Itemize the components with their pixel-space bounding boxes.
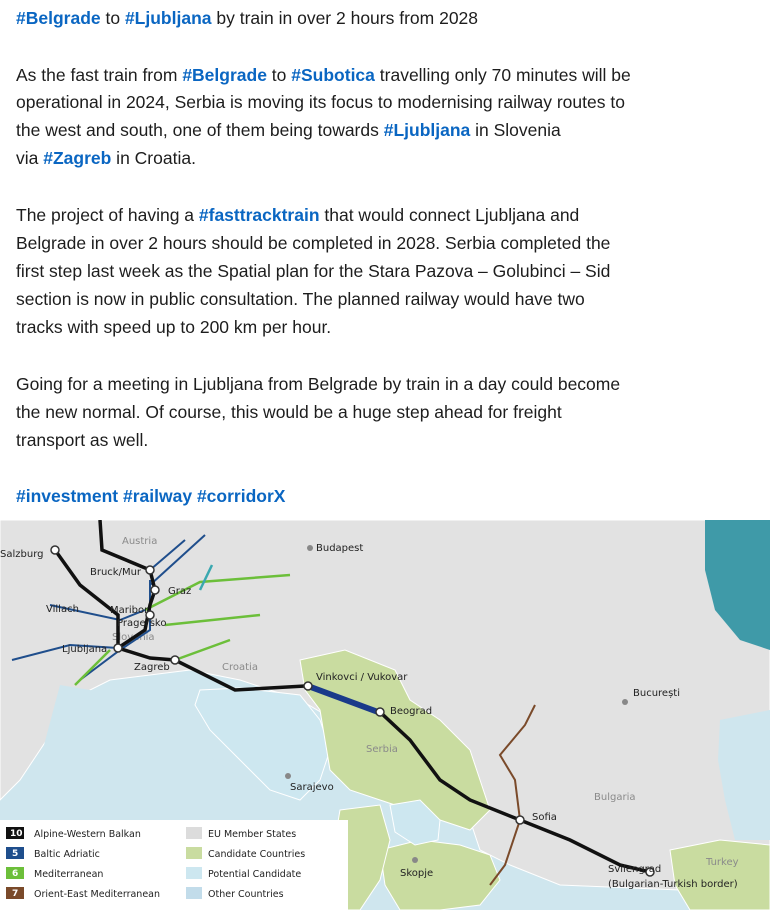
text-segment: to	[266, 65, 292, 85]
country-label-croatia: Croatia	[222, 662, 258, 673]
city-label-graz: Graz	[168, 586, 192, 597]
text-segment: in Slovenia	[470, 120, 561, 140]
city-label-bruck: Bruck/Mur	[90, 567, 142, 578]
country-label-serbia: Serbia	[366, 744, 398, 755]
hashtag-corridorx[interactable]: #corridorX	[196, 486, 286, 506]
paragraph-line	[16, 144, 196, 172]
text-segment: in Croatia.	[111, 148, 196, 168]
paragraph-line: Belgrade in over 2 hours should be completed in 2028. Serbia completed the	[16, 233, 611, 253]
paragraph-line	[16, 116, 561, 144]
legend-label-7: Orient-East Mediterranean	[34, 889, 161, 900]
node-zagreb	[171, 656, 179, 664]
paragraph-line: operational in 2024, Serbia is moving its focus to modernising railway routes to	[16, 92, 625, 112]
city-label-skopje: Skopje	[400, 868, 434, 879]
post-headline	[16, 4, 478, 32]
legend-label-6: Mediterranean	[34, 869, 104, 880]
hashtag-belgrade[interactable]: #Belgrade	[182, 65, 267, 85]
paragraph-line: tracks with speed up to 200 km per hour.	[16, 317, 332, 337]
country-label-bulgaria: Bulgaria	[594, 792, 636, 803]
legend-num-7: 7	[12, 889, 19, 899]
paragraph-line: transport as well.	[16, 430, 149, 450]
legend-label-potential: Potential Candidate	[208, 869, 302, 880]
city-label-svilengrad: Svilengrad	[608, 864, 662, 875]
dot-budapest	[307, 545, 313, 551]
legend-label-eu: EU Member States	[208, 829, 297, 840]
city-label-villach: Villach	[46, 604, 79, 615]
node-sofia	[516, 816, 524, 824]
text-segment: by train in over 2 hours from 2028	[211, 8, 479, 28]
legend-num-6: 6	[12, 869, 19, 879]
legend-num-10: 10	[10, 829, 23, 839]
hashtag-ljubljana[interactable]: #Ljubljana	[124, 8, 212, 28]
node-salzburg	[51, 546, 59, 554]
city-label-pragersko: Pragersko	[117, 618, 167, 629]
country-label-austria: Austria	[122, 536, 158, 547]
country-label-slovenia: Slovenia	[112, 632, 155, 643]
legend-label-10: Alpine-Western Balkan	[34, 829, 141, 840]
paragraph-line: first step last week as the Spatial plan for the Stara Pazova – Golubinci – Sid	[16, 261, 611, 281]
legend-swatch-eu	[186, 827, 202, 839]
node-beograd	[376, 708, 384, 716]
country-label-turkey: Turkey	[706, 857, 739, 868]
dot-bucuresti	[622, 699, 628, 705]
node-ljubljana	[114, 644, 122, 652]
text-segment: As the fast train from	[16, 65, 183, 85]
hashtag-railway[interactable]: #railway	[123, 486, 193, 506]
city-label-sarajevo: Sarajevo	[290, 782, 334, 793]
hashtag-fasttracktrain[interactable]: #fasttracktrain	[198, 205, 320, 225]
city-label-vinkovci: Vinkovci / Vukovar	[316, 672, 408, 683]
node-vinkovci	[304, 682, 312, 690]
corridor-map-image	[0, 520, 770, 910]
hashtag-ljubljana[interactable]: #Ljubljana	[383, 120, 471, 140]
dot-sarajevo	[285, 773, 291, 779]
hashtag-investment[interactable]: #investment	[16, 486, 119, 506]
city-label-bucuresti: București	[633, 688, 680, 699]
paragraph-line: section is now in public consultation. The planned railway would have two	[16, 289, 585, 309]
paragraph-line	[16, 201, 579, 229]
legend-num-5: 5	[12, 849, 19, 859]
city-label-sofia: Sofia	[532, 812, 557, 823]
node-graz	[151, 586, 159, 594]
text-segment: the west and south, one of them being towards	[16, 120, 384, 140]
legend-label-other: Other Countries	[208, 889, 284, 900]
hashtag-subotica[interactable]: #Subotica	[291, 65, 375, 85]
hashtag-belgrade[interactable]: #Belgrade	[16, 8, 101, 28]
map-legend	[0, 820, 348, 910]
node-bruck	[146, 566, 154, 574]
text-segment: to	[100, 8, 125, 28]
text-segment: travelling only 70 minutes will be	[374, 65, 631, 85]
city-label-budapest: Budapest	[316, 543, 364, 554]
legend-swatch-potential	[186, 867, 202, 879]
legend-swatch-candidate	[186, 847, 202, 859]
dot-skopje	[412, 857, 418, 863]
city-label-zagreb: Zagreb	[134, 662, 170, 673]
turkey-area	[670, 840, 770, 910]
paragraph-line	[16, 61, 631, 89]
legend-swatch-other	[186, 887, 202, 899]
text-segment: that would connect Ljubljana and	[319, 205, 580, 225]
city-label-ljubljana: Ljubljana	[62, 644, 108, 655]
legend-label-5: Baltic Adriatic	[34, 849, 100, 860]
legend-label-candidate: Candidate Countries	[208, 849, 306, 860]
city-label-beograd: Beograd	[390, 706, 433, 717]
city-label-salzburg: Salzburg	[0, 549, 44, 560]
text-segment: The project of having a	[16, 205, 199, 225]
paragraph-line: Going for a meeting in Ljubljana from Belgrade by train in a day could become	[16, 374, 621, 394]
paragraph-line: the new normal. Of course, this would be a huge step ahead for freight	[16, 402, 562, 422]
hashtag-row	[16, 482, 285, 510]
text-segment: via	[16, 148, 44, 168]
city-label-svilengrad-note: (Bulgarian-Turkish border)	[608, 879, 738, 890]
city-label-maribor: Maribor	[110, 605, 149, 616]
hashtag-zagreb[interactable]: #Zagreb	[43, 148, 112, 168]
